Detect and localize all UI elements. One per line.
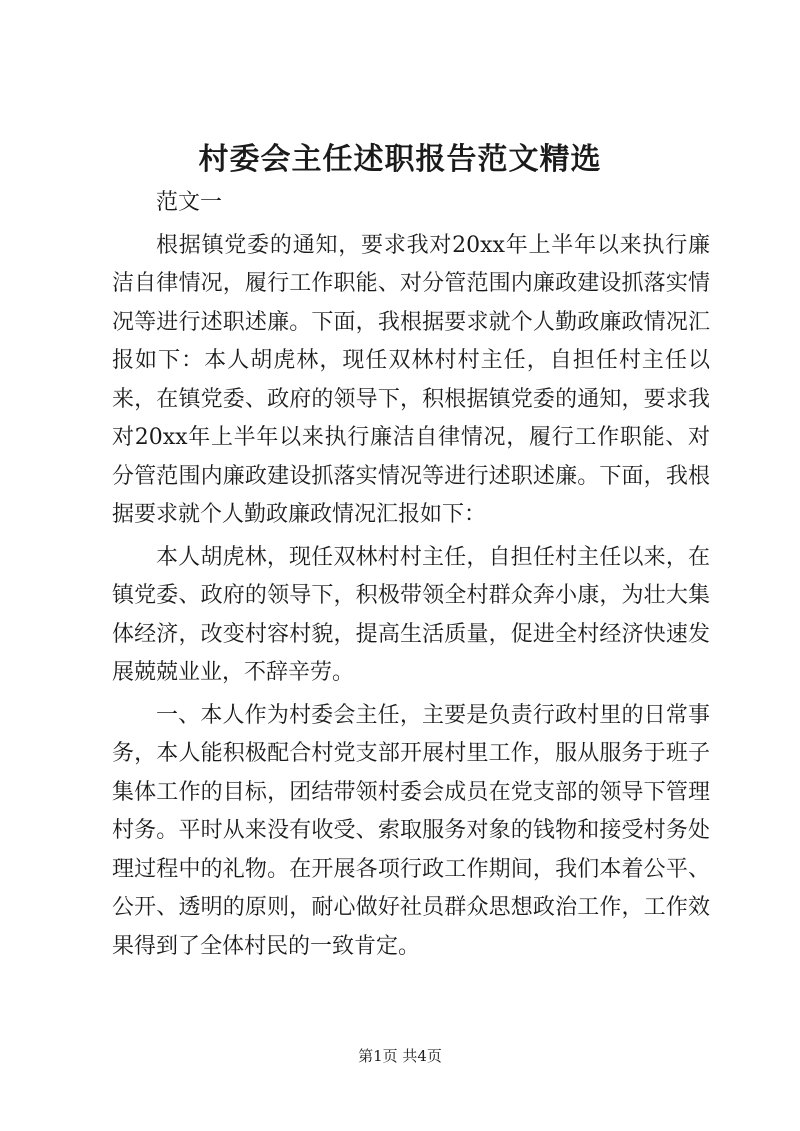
section-label: 范文一: [156, 190, 223, 215]
paragraph-1: 根据镇党委的通知，要求我对20xx年上半年以来执行廉洁自律情况，履行工作职能、对分管范围内廉政建设抓落实情况等进行述职述廉。下面，我根据要求就个人勤政廉政情况汇报如下：本人胡虎林，现任双林村村主任，自担任村主任以来，在镇党委、政府的领导下，积根据镇党委的通知，要求我对20xx年上半年以来执行廉洁自律情况，履行工作职能、对分管范围内廉政建设抓落实情况等进行述职述廉。下面，我根据要求就个人勤政廉政情况汇报如下：: [112, 232, 710, 527]
document-body: [112, 184, 710, 970]
paragraph-3: 一、本人作为村委会主任，主要是负责行政村里的日常事务，本人能积极配合村党支部开展村里工作，服从服务于班子集体工作的目标，团结带领村委会成员在党支部的领导下管理村务。平时从来没有收受、索取服务对象的钱物和接受村务处理过程中的礼物。在开展各项行政工作期间，我们本着公平、公开、透明的原则，耐心做好社员群众思想政治工作，工作效果得到了全体村民的一致肯定。: [112, 702, 710, 959]
page-footer: 第1页 共4页: [358, 1047, 442, 1065]
document-title: 村委会主任述职报告范文精选: [198, 142, 602, 177]
paragraph-2: 本人胡虎林，现任双林村村主任，自担任村主任以来，在镇党委、政府的领导下，积极带领全村群众奔小康，为壮大集体经济，改变村容村貌，提高生活质量，促进全村经济快速发展兢兢业业，不辞辛劳。: [112, 544, 710, 685]
